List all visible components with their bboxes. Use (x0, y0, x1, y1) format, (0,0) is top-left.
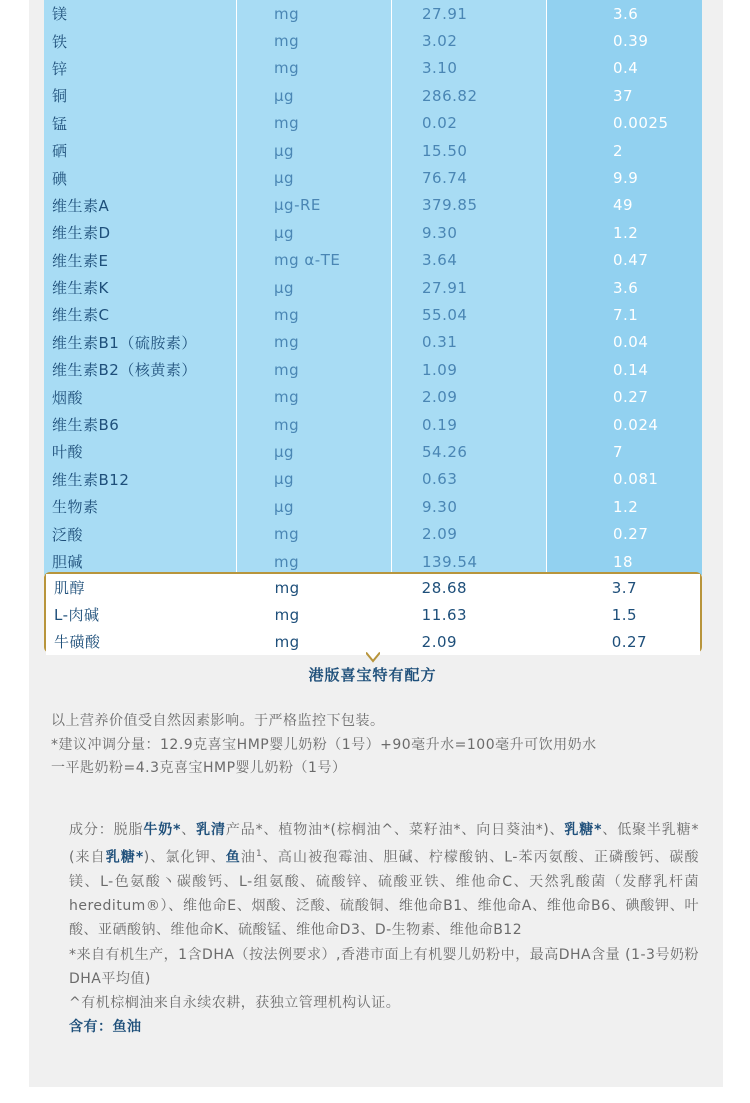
table-row (44, 219, 702, 246)
nutrient-unit: mg (238, 574, 392, 601)
nutrient-unit: μg (237, 493, 392, 520)
nutrient-per-100g: 9.30 (392, 219, 547, 246)
nutrient-unit: mg (237, 548, 392, 575)
nutrient-name: 肌醇 (46, 574, 238, 601)
nutrient-name: 维生素E (44, 247, 237, 274)
nutrient-per-100g: 2.09 (392, 628, 546, 655)
nutrient-name: 锌 (44, 55, 237, 82)
nutrient-per-100g: 0.02 (392, 110, 547, 137)
nutrient-per-100ml: 37 (547, 82, 702, 109)
special-formula-box (44, 572, 702, 653)
nutrient-per-100ml: 7.1 (547, 301, 702, 328)
nutrient-name: 烟酸 (44, 383, 237, 410)
nutrient-unit: mg (237, 329, 392, 356)
nutrient-unit: mg (237, 301, 392, 328)
nutrient-unit: mg (237, 520, 392, 547)
nutrient-name: 维生素A (44, 192, 237, 219)
nutrient-name: 胆碱 (44, 548, 237, 575)
nutrient-name: 维生素C (44, 301, 237, 328)
table-row (46, 574, 700, 601)
nutrient-per-100ml: 0.39 (547, 27, 702, 54)
nutrient-name: 维生素K (44, 274, 237, 301)
table-row (44, 274, 702, 301)
nutrient-unit: mg (237, 110, 392, 137)
nutrient-unit: mg (237, 0, 392, 27)
nutrient-name: 维生素B1（硫胺素） (44, 329, 237, 356)
nutrient-name: 维生素B12 (44, 466, 237, 493)
nutrient-unit: mg (238, 628, 392, 655)
nutrient-unit: μg (237, 466, 392, 493)
allergen-fish: 鱼 (225, 849, 241, 866)
nutrient-unit: μg (237, 274, 392, 301)
table-row (44, 164, 702, 191)
nutrient-name: 牛磺酸 (46, 628, 238, 655)
special-formula-caption: 港版喜宝特有配方 (308, 666, 437, 684)
nutrient-per-100ml: 1.5 (546, 601, 700, 628)
nutrient-per-100ml: 0.27 (547, 520, 702, 547)
nutrient-per-100ml: 0.04 (547, 329, 702, 356)
nutrient-per-100ml: 9.9 (547, 164, 702, 191)
nutrient-name: 镁 (44, 0, 237, 27)
table-row (44, 383, 702, 410)
nutrient-name: 叶酸 (44, 438, 237, 465)
nutrient-unit: μg-RE (237, 192, 392, 219)
note-line: *建议冲调分量：12.9克喜宝HMP婴儿奶粉（1号）+90毫升水=100毫升可饮用奶水 (51, 736, 597, 753)
nutrient-per-100ml: 0.27 (546, 628, 700, 655)
nutrient-per-100g: 11.63 (392, 601, 546, 628)
nutrient-name: 维生素D (44, 219, 237, 246)
table-row (44, 520, 702, 547)
note-line: 一平匙奶粉=4.3克喜宝HMP婴儿奶粉（1号） (51, 760, 347, 776)
note-line: 以上营养价值受自然因素影响。于严格监控下包装。 (51, 713, 385, 729)
nutrient-per-100g: 2.09 (392, 383, 547, 410)
ingredients-list: 成分：脱脂牛奶*、乳清产品*、植物油*(棕榈油^、菜籽油*、向日葵油*)、乳糖*、低聚半乳糖*(来自乳糖*)、氯化钾、鱼油$^1$、高山被孢霉油、胆碱、柠檬酸钠、L-苯丙氨酸、正磷酸钙、碳酸镁、L-色氨酸丶碳酸钙、L-组氨酸、硫酸锌、硫酸亚铁、维他命C、天然乳酸菌（发酵乳杆菌hereditum®）、维他命E、烟酸、泛酸、硫酸铜、维他命B1、维他命A、维他命B6、碘酸钾、叶酸、亚硒酸钠、维他命K、硫酸锰、维他命D3、D-生物素、维他命B12 (69, 822, 700, 939)
nutrient-name: 碘 (44, 164, 237, 191)
nutrient-unit: μg (237, 438, 392, 465)
nutrient-per-100ml: 0.024 (547, 411, 702, 438)
table-row (44, 27, 702, 54)
table-row (44, 356, 702, 383)
table-row (44, 329, 702, 356)
nutrient-per-100g: 9.30 (392, 493, 547, 520)
nutrient-per-100ml: 3.6 (547, 274, 702, 301)
nutrient-per-100g: 28.68 (392, 574, 546, 601)
allergen-statement: 含有：鱼油 (69, 1019, 142, 1036)
nutrient-per-100ml: 0.4 (547, 55, 702, 82)
allergen-lactose: 乳糖* (564, 822, 602, 838)
nutrient-name: 锰 (44, 110, 237, 137)
nutrient-per-100g: 3.02 (392, 27, 547, 54)
nutrient-per-100g: 2.09 (392, 520, 547, 547)
table-row (44, 110, 702, 137)
table-row (46, 601, 700, 628)
nutrient-per-100ml: 2 (547, 137, 702, 164)
nutrient-per-100ml: 49 (547, 192, 702, 219)
nutrient-per-100ml: 0.47 (547, 247, 702, 274)
nutrient-unit: mg (237, 27, 392, 54)
nutrient-per-100ml: 3.7 (546, 574, 700, 601)
nutrient-unit: μg (237, 82, 392, 109)
table-row (44, 411, 702, 438)
notes-section (51, 710, 731, 781)
table-row (44, 0, 702, 27)
nutrient-per-100ml: 7 (547, 438, 702, 465)
nutrient-name: 铜 (44, 82, 237, 109)
nutrient-per-100g: 27.91 (392, 0, 547, 27)
ingredients-section (69, 818, 699, 1039)
table-row (44, 493, 702, 520)
nutrient-unit: μg (237, 137, 392, 164)
allergen-milk: 牛奶* (143, 822, 181, 838)
nutrition-table (44, 0, 702, 575)
nutrient-name: 维生素B2（核黄素） (44, 356, 237, 383)
nutrient-per-100ml: 1.2 (547, 493, 702, 520)
allergen-lactose: 乳糖* (105, 849, 144, 866)
nutrient-name: L-肉碱 (46, 601, 238, 628)
nutrient-per-100g: 139.54 (392, 548, 547, 575)
nutrient-unit: mg (237, 55, 392, 82)
nutrient-per-100g: 55.04 (392, 301, 547, 328)
table-row (44, 438, 702, 465)
nutrient-per-100ml: 0.081 (547, 466, 702, 493)
nutrient-unit: μg (237, 164, 392, 191)
nutrient-unit: mg (237, 411, 392, 438)
nutrient-name: 铁 (44, 27, 237, 54)
nutrient-unit: mg (237, 383, 392, 410)
nutrient-per-100ml: 0.14 (547, 356, 702, 383)
nutrient-unit: μg (237, 219, 392, 246)
footnote-palm-oil: ^有机棕榈油来自永续农耕，获独立管理机构认证。 (69, 995, 401, 1012)
table-row (46, 628, 700, 655)
nutrient-per-100ml: 0.0025 (547, 110, 702, 137)
nutrient-per-100ml: 0.27 (547, 383, 702, 410)
nutrient-per-100g: 3.64 (392, 247, 547, 274)
footnote-organic: *来自有机生产，1含DHA（按法例要求）,香港市面上有机婴儿奶粉中，最高DHA含量 (1-3号奶粉DHA平均值) (69, 946, 699, 987)
nutrient-per-100g: 27.91 (392, 274, 547, 301)
nutrient-per-100g: 3.10 (392, 55, 547, 82)
nutrient-name: 硒 (44, 137, 237, 164)
nutrient-per-100ml: 3.6 (547, 0, 702, 27)
table-row (44, 466, 702, 493)
nutrient-per-100g: 1.09 (392, 356, 547, 383)
nutrient-per-100g: 76.74 (392, 164, 547, 191)
table-row (44, 82, 702, 109)
table-row (44, 301, 702, 328)
nutrient-name: 维生素B6 (44, 411, 237, 438)
allergen-whey: 乳清 (196, 822, 226, 838)
nutrient-per-100g: 0.19 (392, 411, 547, 438)
nutrient-per-100ml: 1.2 (547, 219, 702, 246)
nutrient-per-100g: 54.26 (392, 438, 547, 465)
nutrient-unit: mg (238, 601, 392, 628)
nutrient-name: 生物素 (44, 493, 237, 520)
table-row (44, 55, 702, 82)
nutrient-name: 泛酸 (44, 520, 237, 547)
nutrient-per-100g: 379.85 (392, 192, 547, 219)
nutrient-per-100g: 0.31 (392, 329, 547, 356)
nutrient-per-100g: 286.82 (392, 82, 547, 109)
table-row (44, 247, 702, 274)
nutrient-per-100g: 0.63 (392, 466, 547, 493)
nutrient-per-100ml: 18 (547, 548, 702, 575)
table-row (44, 192, 702, 219)
nutrient-per-100g: 15.50 (392, 137, 547, 164)
nutrient-unit: mg (237, 356, 392, 383)
nutrient-unit: mg α-TE (237, 247, 392, 274)
table-row (44, 137, 702, 164)
